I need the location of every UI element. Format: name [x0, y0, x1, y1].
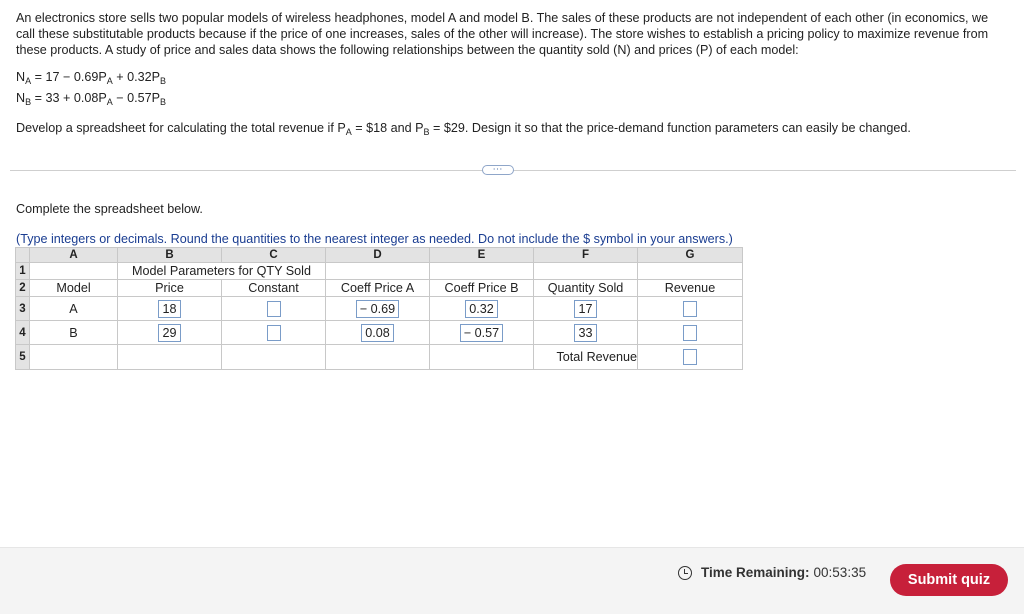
total-revenue-label: Total Revenue: [534, 345, 638, 370]
constant-a-cell: [222, 297, 326, 321]
timer-value: 00:53:35: [813, 565, 867, 580]
header-revenue: Revenue: [638, 280, 743, 297]
header-coeff-price-a: Coeff Price A: [326, 280, 430, 297]
footer-bar: [0, 547, 1024, 614]
row-header-4: 4: [16, 321, 30, 345]
row-header-1: 1: [16, 263, 30, 280]
cell-e5: [430, 345, 534, 370]
total-revenue-input[interactable]: [683, 349, 697, 365]
table-row: [16, 345, 743, 370]
coeff-b-a-value: 0.08: [361, 324, 394, 342]
expand-button[interactable]: ⋯: [482, 165, 514, 175]
model-b-label: B: [30, 321, 118, 345]
coeff-b-b-value: − 0.57: [460, 324, 503, 342]
coeff-a-b-cell: [430, 297, 534, 321]
coeff-b-b-cell: [430, 321, 534, 345]
time-remaining: [678, 565, 866, 580]
qty-a-cell: [534, 297, 638, 321]
model-a-label: A: [30, 297, 118, 321]
qty-b-value: 33: [574, 324, 596, 342]
constant-a-input[interactable]: [267, 301, 281, 317]
price-b-value: 29: [158, 324, 180, 342]
timer-label: Time Remaining:: [701, 565, 810, 580]
total-revenue-cell: [638, 345, 743, 370]
table-row: [16, 321, 743, 345]
cell-g1: [638, 263, 743, 280]
col-header-c: C: [222, 248, 326, 263]
row-header-3: 3: [16, 297, 30, 321]
qty-b-cell: [534, 321, 638, 345]
clock-icon: [678, 566, 692, 580]
equation-nb: $N_B = 33 + 0.08P_A - 0.57P_B$: [16, 91, 167, 107]
row-header-5: 5: [16, 345, 30, 370]
problem-text: An electronics store sells two popular models of wireless headphones, model A and model B. The sales of these products are not independent of each other (in economics, we call these substitutable products because if the price of one increases, sales of the other will increase). The store wishes to establish a pricing policy to maximize revenue from these products. A study of price and sales data shows the following relationships between the quantity sold (N) and prices (P) of each model:: [16, 11, 989, 57]
coeff-a-b-value: 0.32: [465, 300, 498, 318]
header-constant: Constant: [222, 280, 326, 297]
constant-b-input[interactable]: [267, 325, 281, 341]
revenue-b-input[interactable]: [683, 325, 697, 341]
cell-e1: [430, 263, 534, 280]
revenue-b-cell: [638, 321, 743, 345]
complete-label: Complete the spreadsheet below.: [16, 202, 203, 216]
row-header-2: 2: [16, 280, 30, 297]
col-header-g: G: [638, 248, 743, 263]
cell-d1: [326, 263, 430, 280]
corner-cell: [16, 248, 30, 263]
table-row: [16, 280, 743, 297]
cell-d5: [326, 345, 430, 370]
cell-f1: [534, 263, 638, 280]
answer-hint: (Type integers or decimals. Round the quantities to the nearest integer as needed. Do not include the $ symbol in your answers.): [16, 232, 733, 246]
col-header-b: B: [118, 248, 222, 263]
price-a-value: 18: [158, 300, 180, 318]
price-a-cell: [118, 297, 222, 321]
coeff-b-a-cell: [326, 321, 430, 345]
cell-a1: [30, 263, 118, 280]
instruction-text: Develop a spreadsheet for calculating the total revenue if $P_A$ = $18 and $P_B$ = $29. Design it so that the price-demand function parameters can easily be changed.: [16, 121, 911, 137]
coeff-a-a-value: − 0.69: [356, 300, 399, 318]
qty-a-value: 17: [574, 300, 596, 318]
spreadsheet: [15, 247, 743, 370]
equation-na: $N_A = 17 - 0.69P_A + 0.32P_B$: [16, 70, 167, 86]
table-row: [16, 297, 743, 321]
col-header-d: D: [326, 248, 430, 263]
header-model: Model: [30, 280, 118, 297]
header-quantity-sold: Quantity Sold: [534, 280, 638, 297]
column-header-row: [16, 248, 743, 263]
coeff-a-a-cell: [326, 297, 430, 321]
cell-c5: [222, 345, 326, 370]
revenue-a-input[interactable]: [683, 301, 697, 317]
col-header-e: E: [430, 248, 534, 263]
header-price: Price: [118, 280, 222, 297]
col-header-a: A: [30, 248, 118, 263]
model-parameters-title: Model Parameters for QTY Sold: [118, 263, 326, 280]
col-header-f: F: [534, 248, 638, 263]
cell-a5: [30, 345, 118, 370]
revenue-a-cell: [638, 297, 743, 321]
cell-b5: [118, 345, 222, 370]
submit-quiz-button[interactable]: Submit quiz: [890, 564, 1008, 596]
header-coeff-price-b: Coeff Price B: [430, 280, 534, 297]
price-b-cell: [118, 321, 222, 345]
constant-b-cell: [222, 321, 326, 345]
problem-statement: [16, 10, 1006, 58]
table-row: [16, 263, 743, 280]
